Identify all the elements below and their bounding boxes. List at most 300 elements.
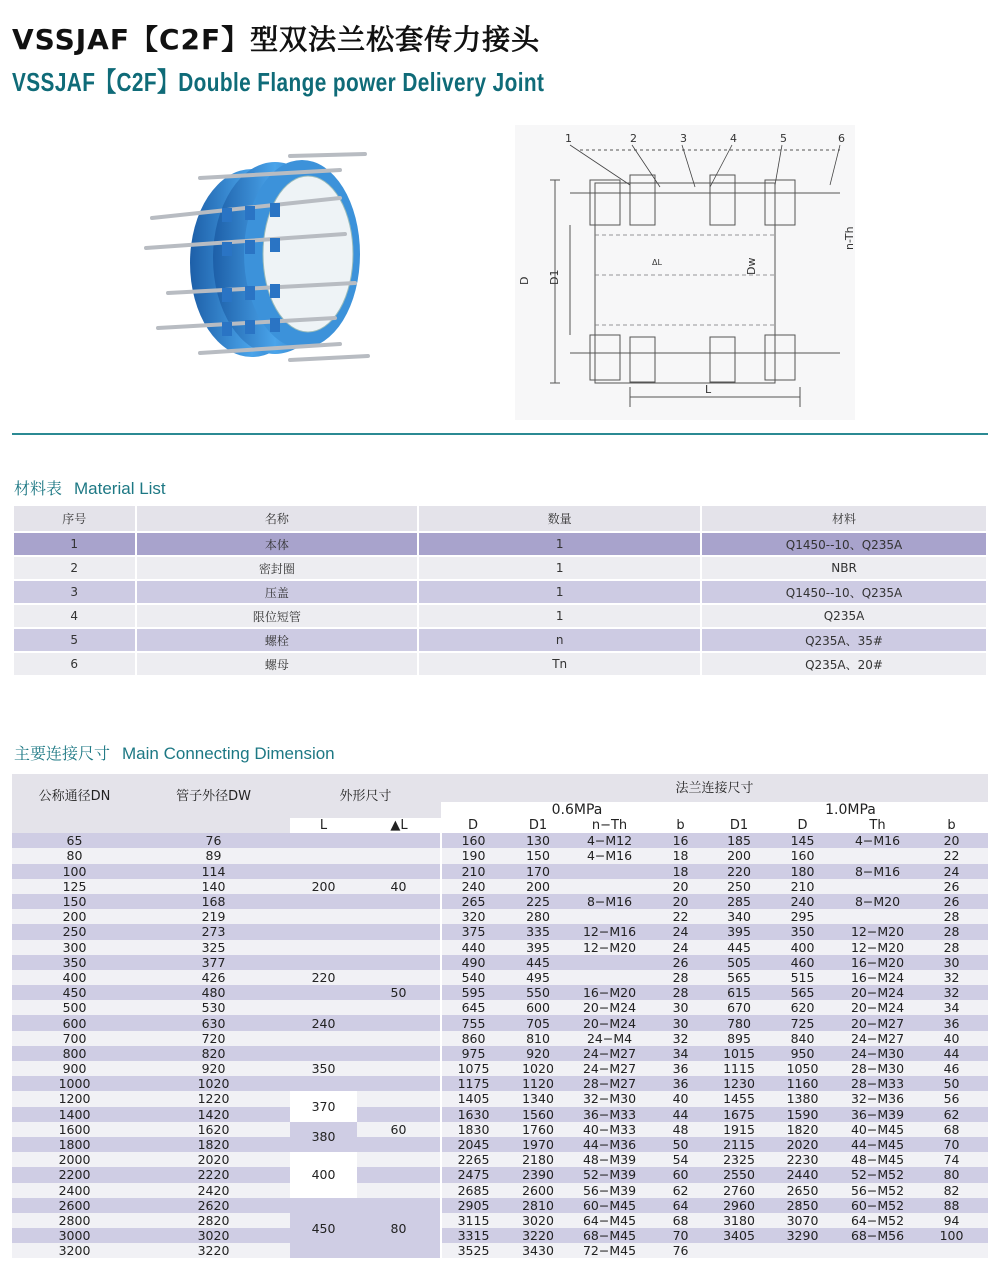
dimension-cell: 60−M52	[840, 1198, 915, 1213]
dimension-cell: 2020	[765, 1137, 840, 1152]
dimension-cell: 1230	[713, 1076, 765, 1091]
dimension-cell: 220	[713, 864, 765, 879]
dimension-cell: 2265	[441, 1152, 505, 1167]
dimension-cell: 60	[648, 1167, 713, 1182]
dimension-cell: 34	[915, 1000, 988, 1015]
dimension-cell: 24−M27	[840, 1031, 915, 1046]
label-D1: D1	[548, 269, 561, 285]
dimension-table	[12, 774, 988, 1258]
dimension-row	[12, 1167, 988, 1182]
dimension-cell: 100	[12, 864, 137, 879]
dimension-cell: 3405	[713, 1228, 765, 1243]
dimension-cell: 2220	[137, 1167, 290, 1182]
dimension-cell: 550	[505, 985, 571, 1000]
dimension-cell: 1455	[713, 1091, 765, 1106]
label-Dw: Dw	[745, 257, 758, 275]
dimension-cell: 80	[915, 1167, 988, 1182]
dimension-cell: 28−M33	[840, 1076, 915, 1091]
dimension-cell: 150	[505, 848, 571, 863]
dimension-cell: 52−M39	[571, 1167, 648, 1182]
dimension-cell: 1400	[12, 1107, 137, 1122]
dimension-cell: 325	[137, 940, 290, 955]
delta-length-cell: 40	[357, 879, 441, 894]
material-cell: Q235A、35#	[702, 629, 986, 651]
dimension-cell: 920	[505, 1046, 571, 1061]
dimension-cell: 64−M52	[840, 1213, 915, 1228]
dimension-cell: 450	[12, 985, 137, 1000]
dimension-row	[12, 970, 988, 985]
dimension-title-en: Main Connecting Dimension	[122, 744, 335, 763]
dimension-cell: 1820	[765, 1122, 840, 1137]
dimension-cell: 24−M27	[571, 1061, 648, 1076]
dimension-cell: 1970	[505, 1137, 571, 1152]
dimension-cell: 1830	[441, 1122, 505, 1137]
dimension-cell: 445	[505, 955, 571, 970]
callout-5: 5	[780, 132, 787, 145]
dimension-cell: 460	[765, 955, 840, 970]
dimension-cell: 26	[915, 879, 988, 894]
dimension-cell: 28−M27	[571, 1076, 648, 1091]
dimension-cell: 1405	[441, 1091, 505, 1106]
dimension-cell: 36−M33	[571, 1107, 648, 1122]
dimension-cell: 150	[12, 894, 137, 909]
length-cell: 240	[290, 1015, 357, 1030]
label-D: D	[518, 276, 531, 285]
divider	[12, 433, 988, 435]
dimension-row	[12, 924, 988, 939]
dimension-cell: 62	[648, 1183, 713, 1198]
dimension-cell: 240	[441, 879, 505, 894]
dimension-cell: 1675	[713, 1107, 765, 1122]
dimension-row	[12, 1031, 988, 1046]
header-qty: 数量	[419, 506, 700, 531]
delta-length-cell: 60	[357, 1122, 441, 1137]
dimension-cell: 755	[441, 1015, 505, 1030]
dimension-cell: 273	[137, 924, 290, 939]
dimension-cell: 2045	[441, 1137, 505, 1152]
dimension-cell: 250	[713, 879, 765, 894]
dimension-cell: 810	[505, 1031, 571, 1046]
dimension-cell: 1220	[137, 1091, 290, 1106]
dimension-cell: 975	[441, 1046, 505, 1061]
dimension-cell: 1560	[505, 1107, 571, 1122]
dimension-cell: 12−M16	[571, 924, 648, 939]
dimension-row	[12, 985, 988, 1000]
dimension-cell	[713, 1243, 765, 1258]
delta-length-cell	[357, 1107, 441, 1122]
dimension-cell	[915, 1243, 988, 1258]
dimension-cell: 920	[137, 1061, 290, 1076]
dimension-row	[12, 1046, 988, 1061]
dimension-cell: 100	[915, 1228, 988, 1243]
label-dL: ΔL	[652, 258, 662, 267]
dimension-cell: 64	[648, 1198, 713, 1213]
dimension-cell: 225	[505, 894, 571, 909]
dimension-cell: 1590	[765, 1107, 840, 1122]
length-cell	[290, 909, 357, 924]
dimension-cell: 495	[505, 970, 571, 985]
header-flange: 法兰连接尺寸	[441, 774, 988, 802]
length-cell	[290, 894, 357, 909]
material-cell: NBR	[702, 557, 986, 579]
dimension-cell: 140	[137, 879, 290, 894]
dimension-cell: 68−M56	[840, 1228, 915, 1243]
dimension-row	[12, 1152, 988, 1167]
dimension-cell: 76	[137, 833, 290, 848]
dimension-row	[12, 909, 988, 924]
dimension-cell: 895	[713, 1031, 765, 1046]
dimension-cell: 620	[765, 1000, 840, 1015]
dimension-cell: 2905	[441, 1198, 505, 1213]
delta-length-cell	[357, 909, 441, 924]
dimension-cell: 500	[12, 1000, 137, 1015]
dimension-cell: 565	[713, 970, 765, 985]
dimension-cell: 1050	[765, 1061, 840, 1076]
delta-length-cell: 50	[357, 985, 441, 1000]
dimension-cell: 1630	[441, 1107, 505, 1122]
dimension-cell: 780	[713, 1015, 765, 1030]
dimension-cell: 44	[915, 1046, 988, 1061]
dimension-cell: 1075	[441, 1061, 505, 1076]
dimension-cell: 168	[137, 894, 290, 909]
dimension-row	[12, 894, 988, 909]
delta-length-cell	[357, 894, 441, 909]
dimension-cell: 28	[915, 909, 988, 924]
header-10-D1: D1	[713, 818, 765, 833]
dimension-cell: 2180	[505, 1152, 571, 1167]
material-cell: Q235A	[702, 605, 986, 627]
material-cell: 3	[14, 581, 135, 603]
dimension-cell: 1175	[441, 1076, 505, 1091]
dimension-cell: 350	[12, 955, 137, 970]
length-cell	[290, 985, 357, 1000]
dimension-cell: 3290	[765, 1228, 840, 1243]
dimension-cell: 2325	[713, 1152, 765, 1167]
dimension-cell: 24−M27	[571, 1046, 648, 1061]
header-dw: 管子外径DW	[137, 774, 290, 818]
dimension-cell: 3000	[12, 1228, 137, 1243]
length-cell: 220	[290, 970, 357, 985]
dimension-cell	[840, 1243, 915, 1258]
dimension-cell: 24−M30	[840, 1046, 915, 1061]
dimension-cell: 200	[713, 848, 765, 863]
dimension-cell	[840, 848, 915, 863]
dimension-cell: 4−M16	[840, 833, 915, 848]
callout-6: 6	[838, 132, 845, 145]
dimension-cell: 46	[915, 1061, 988, 1076]
material-row	[14, 629, 986, 651]
dimension-section-title	[14, 741, 335, 764]
dimension-cell: 335	[505, 924, 571, 939]
length-cell: 400	[290, 1152, 357, 1198]
material-cell: 1	[419, 557, 700, 579]
dimension-cell: 68	[915, 1122, 988, 1137]
dimension-cell: 720	[137, 1031, 290, 1046]
dimension-row	[12, 1122, 988, 1137]
dimension-cell: 1380	[765, 1091, 840, 1106]
material-cell: 5	[14, 629, 135, 651]
delta-length-cell	[357, 1091, 441, 1106]
dimension-cell: 20−M27	[840, 1015, 915, 1030]
dimension-row	[12, 1137, 988, 1152]
dimension-cell: 670	[713, 1000, 765, 1015]
dimension-cell: 265	[441, 894, 505, 909]
dimension-cell: 30	[915, 955, 988, 970]
header-name: 名称	[137, 506, 418, 531]
dimension-cell: 280	[505, 909, 571, 924]
dimension-cell: 54	[648, 1152, 713, 1167]
dimension-cell: 1015	[713, 1046, 765, 1061]
dimension-cell: 505	[713, 955, 765, 970]
dimension-cell: 3525	[441, 1243, 505, 1258]
dimension-cell: 20−M24	[571, 1000, 648, 1015]
material-cell: 1	[419, 581, 700, 603]
dimension-cell: 36	[915, 1015, 988, 1030]
dimension-cell: 210	[765, 879, 840, 894]
material-cell: 1	[419, 605, 700, 627]
dimension-cell: 62	[915, 1107, 988, 1122]
dimension-cell: 2650	[765, 1183, 840, 1198]
material-cell: 6	[14, 653, 135, 675]
delta-length-cell	[357, 848, 441, 863]
dimension-cell: 16	[648, 833, 713, 848]
dimension-cell: 2960	[713, 1198, 765, 1213]
dimension-cell	[840, 909, 915, 924]
dimension-cell: 44−M36	[571, 1137, 648, 1152]
dimension-cell: 445	[713, 940, 765, 955]
material-cell: 螺栓	[137, 629, 418, 651]
dimension-cell: 219	[137, 909, 290, 924]
dimension-cell: 8−M16	[840, 864, 915, 879]
dimension-cell: 1200	[12, 1091, 137, 1106]
dimension-row	[12, 1000, 988, 1015]
dimension-cell: 200	[12, 909, 137, 924]
dimension-cell: 820	[137, 1046, 290, 1061]
dimension-cell: 40−M45	[840, 1122, 915, 1137]
dimension-cell: 180	[765, 864, 840, 879]
callout-2: 2	[630, 132, 637, 145]
material-table	[12, 504, 988, 677]
dimension-cell: 1915	[713, 1122, 765, 1137]
header-dL: ▲L	[357, 818, 441, 833]
delta-length-cell	[357, 1061, 441, 1076]
dimension-cell	[765, 1243, 840, 1258]
header-06-D1: D1	[505, 818, 571, 833]
dimension-cell: 4−M16	[571, 848, 648, 863]
dimension-cell: 615	[713, 985, 765, 1000]
dimension-cell: 1120	[505, 1076, 571, 1091]
dimension-cell: 375	[441, 924, 505, 939]
material-header-row	[14, 506, 986, 531]
dimension-title-cn: 主要连接尺寸	[14, 744, 111, 763]
dimension-cell: 36	[648, 1076, 713, 1091]
length-cell	[290, 1076, 357, 1091]
dimension-cell: 2600	[12, 1198, 137, 1213]
material-cell: 2	[14, 557, 135, 579]
length-cell: 350	[290, 1061, 357, 1076]
dimension-cell: 540	[441, 970, 505, 985]
dimension-cell: 18	[648, 848, 713, 863]
dimension-cell: 20−M24	[840, 1000, 915, 1015]
dimension-cell: 125	[12, 879, 137, 894]
dimension-cell: 2820	[137, 1213, 290, 1228]
dimension-cell: 28	[648, 985, 713, 1000]
dimension-cell: 595	[441, 985, 505, 1000]
material-cell: 螺母	[137, 653, 418, 675]
dimension-cell: 440	[441, 940, 505, 955]
dimension-cell: 70	[648, 1228, 713, 1243]
dimension-row	[12, 955, 988, 970]
dimension-cell: 170	[505, 864, 571, 879]
dimension-cell: 295	[765, 909, 840, 924]
dimension-row	[12, 833, 988, 848]
dimension-cell: 3115	[441, 1213, 505, 1228]
dimension-cell: 3020	[505, 1213, 571, 1228]
dimension-cell: 20	[648, 879, 713, 894]
dimension-cell: 1020	[505, 1061, 571, 1076]
delta-length-cell	[357, 924, 441, 939]
length-cell	[290, 940, 357, 955]
delta-length-cell	[357, 1137, 441, 1152]
material-cell: 密封圈	[137, 557, 418, 579]
dimension-cell: 16−M20	[840, 955, 915, 970]
length-cell	[290, 864, 357, 879]
dimension-cell: 32	[915, 970, 988, 985]
material-cell: 1	[419, 533, 700, 555]
dimension-table-wrap	[12, 774, 988, 1258]
material-cell: 本体	[137, 533, 418, 555]
dimension-cell: 2020	[137, 1152, 290, 1167]
dimension-cell: 22	[915, 848, 988, 863]
dimension-cell: 44−M45	[840, 1137, 915, 1152]
dimension-cell: 12−M20	[840, 924, 915, 939]
header-p06: 0.6MPa	[441, 802, 713, 818]
dimension-cell: 74	[915, 1152, 988, 1167]
material-cell: Q1450--10、Q235A	[702, 581, 986, 603]
dimension-cell: 2115	[713, 1137, 765, 1152]
dimension-cell: 600	[505, 1000, 571, 1015]
dimension-row	[12, 1061, 988, 1076]
delta-length-cell	[357, 1015, 441, 1030]
delta-length-cell	[357, 1152, 441, 1167]
dimension-cell: 2800	[12, 1213, 137, 1228]
dimension-cell: 2685	[441, 1183, 505, 1198]
delta-length-cell	[357, 1046, 441, 1061]
dimension-row	[12, 848, 988, 863]
dimension-cell: 30	[648, 1000, 713, 1015]
dimension-cell: 76	[648, 1243, 713, 1258]
material-title-cn: 材料表	[14, 479, 63, 498]
dimension-cell: 1620	[137, 1122, 290, 1137]
dimension-row	[12, 1107, 988, 1122]
dimension-cell: 16−M24	[840, 970, 915, 985]
dimension-cell: 88	[915, 1198, 988, 1213]
dimension-cell: 200	[505, 879, 571, 894]
material-row	[14, 581, 986, 603]
dimension-cell: 705	[505, 1015, 571, 1030]
length-cell	[290, 955, 357, 970]
dimension-cell: 1020	[137, 1076, 290, 1091]
dimension-cell: 26	[915, 894, 988, 909]
material-row	[14, 653, 986, 675]
dimension-cell: 2000	[12, 1152, 137, 1167]
dimension-cell: 840	[765, 1031, 840, 1046]
material-cell: Q1450--10、Q235A	[702, 533, 986, 555]
dimension-cell: 40−M33	[571, 1122, 648, 1137]
dimension-cell: 22	[648, 909, 713, 924]
dimension-cell: 20	[648, 894, 713, 909]
delta-length-cell	[357, 940, 441, 955]
dimension-cell: 1115	[713, 1061, 765, 1076]
dimension-cell: 72−M45	[571, 1243, 648, 1258]
dimension-cell: 250	[12, 924, 137, 939]
dimension-cell: 56−M52	[840, 1183, 915, 1198]
header-10-b: b	[915, 818, 988, 833]
dimension-cell: 26	[648, 955, 713, 970]
dimension-cell: 2810	[505, 1198, 571, 1213]
dimension-cell: 630	[137, 1015, 290, 1030]
dimension-cell: 515	[765, 970, 840, 985]
header-10-D: D	[765, 818, 840, 833]
dimension-row	[12, 1228, 988, 1243]
dimension-cell: 2200	[12, 1167, 137, 1182]
dimension-cell: 285	[713, 894, 765, 909]
dimension-cell: 32	[648, 1031, 713, 1046]
dimension-row	[12, 1076, 988, 1091]
dimension-row	[12, 864, 988, 879]
dimension-cell: 32−M30	[571, 1091, 648, 1106]
dimension-cell: 68	[648, 1213, 713, 1228]
material-cell: 压盖	[137, 581, 418, 603]
dim-header-row-1	[12, 774, 988, 802]
dimension-cell: 50	[648, 1137, 713, 1152]
dimension-cell: 20	[915, 833, 988, 848]
dimension-cell: 480	[137, 985, 290, 1000]
header-06-b: b	[648, 818, 713, 833]
material-title-en: Material List	[74, 479, 166, 498]
dimension-cell: 3220	[505, 1228, 571, 1243]
dimension-cell: 50	[915, 1076, 988, 1091]
dimension-cell: 68−M45	[571, 1228, 648, 1243]
dimension-cell	[571, 970, 648, 985]
length-cell	[290, 1000, 357, 1015]
dimension-cell: 56	[915, 1091, 988, 1106]
delta-length-cell	[357, 1031, 441, 1046]
dimension-cell: 60−M45	[571, 1198, 648, 1213]
dimension-cell: 12−M20	[840, 940, 915, 955]
length-cell: 200	[290, 879, 357, 894]
dimension-cell	[840, 879, 915, 894]
delta-length-cell	[357, 1000, 441, 1015]
dimension-cell: 300	[12, 940, 137, 955]
dimension-row	[12, 1213, 988, 1228]
dimension-cell: 3200	[12, 1243, 137, 1258]
dimension-cell: 8−M16	[571, 894, 648, 909]
dimension-cell: 350	[765, 924, 840, 939]
dimension-cell: 70	[915, 1137, 988, 1152]
delta-length-cell	[357, 955, 441, 970]
dimension-cell: 56−M39	[571, 1183, 648, 1198]
dimension-cell: 52−M52	[840, 1167, 915, 1182]
dimension-cell: 2475	[441, 1167, 505, 1182]
dimension-cell: 490	[441, 955, 505, 970]
dimension-cell: 24	[648, 940, 713, 955]
dimension-cell: 800	[12, 1046, 137, 1061]
label-nTh: n-Th	[843, 226, 856, 250]
label-L: L	[705, 383, 712, 396]
dimension-cell	[571, 955, 648, 970]
material-row	[14, 605, 986, 627]
